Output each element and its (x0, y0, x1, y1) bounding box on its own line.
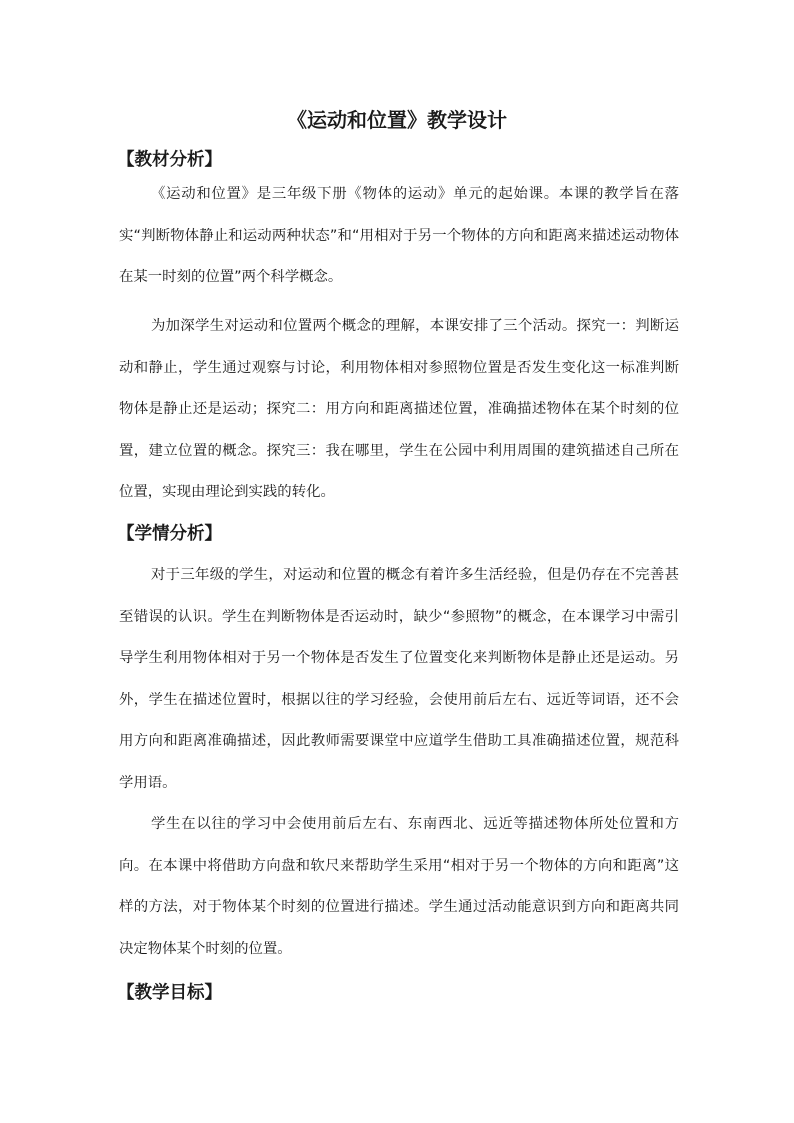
section-heading-teaching-goals: 【教学目标】 (117, 983, 222, 1003)
paragraph-textbook-analysis-2: 为加深学生对运动和位置两个概念的理解，本课安排了三个活动。探究一：判断运动和静止，学生通过观察与讨论，利用物体相对参照物位置是否发生变化这一标准判断物体是静止还是运动；探究二：用方向和距离描述位置，准确描述物体在某个时刻的位置，建立位置的概念。探究三：我在哪里，学生在公园中利用周围的建筑描述自己所在位置，实现由理论到实践的转化。 (119, 318, 679, 501)
paragraph-textbook-analysis-1: 《运动和位置》是三年级下册《物体的运动》单元的起始课。本课的教学旨在落实“判断物体静止和运动两种状态”和“用相对于另一个物体的方向和距离来描述运动物体在某一时刻的位置”两个科学概念。 (119, 186, 679, 286)
paragraph-student-analysis-1: 对于三年级的学生，对运动和位置的概念有着许多生活经验，但是仍存在不完善甚至错误的认识。学生在判断物体是否运动时，缺少“参照物”的概念，在本课学习中需引导学生利用物体相对于另一个物体是否发生了位置变化来判断物体是静止还是运动。另外，学生在描述位置时，根据以往的学习经验，会使用前后左右、远近等词语，还不会用方向和距离准确描述，因此教师需要课堂中应道学生借助工具准确描述位置，规范科学用语。 (119, 567, 679, 791)
section-heading-textbook-analysis: 【教材分析】 (117, 150, 222, 170)
paragraph-student-analysis-2: 学生在以往的学习中会使用前后左右、东南西北、远近等描述物体所处位置和方向。在本课中将借助方向盘和软尺来帮助学生采用“相对于另一个物体的方向和距离”这样的方法，对于物体某个时刻的位置进行描述。学生通过活动能意识到方向和距离共同决定物体某个时刻的位置。 (119, 816, 679, 957)
section-heading-student-analysis: 【学情分析】 (117, 524, 222, 544)
document-title: 《运动和位置》教学设计 (287, 108, 507, 132)
